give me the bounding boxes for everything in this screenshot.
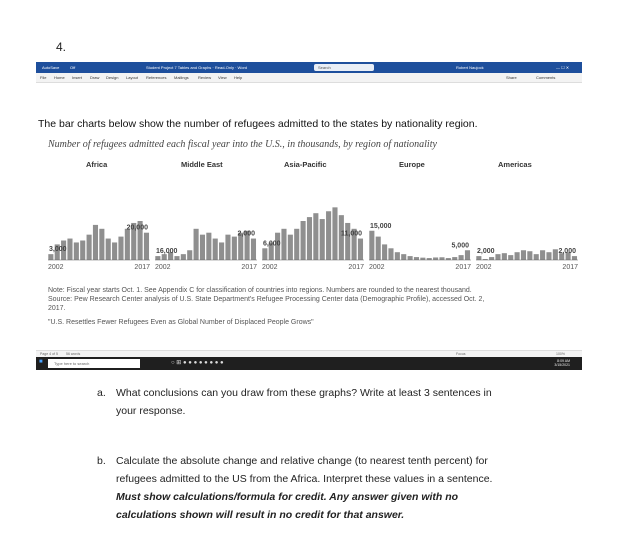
- tick-x_start-0: 2002: [48, 264, 64, 271]
- region-title-africa: Africa: [86, 160, 108, 169]
- data-label-2-0: 6,000: [263, 240, 281, 248]
- bar-americas-5: [508, 255, 513, 260]
- zoom-level[interactable]: 100%: [556, 352, 565, 356]
- tab-design[interactable]: Design: [106, 75, 119, 80]
- question-a-line2: your response.: [116, 405, 186, 417]
- tick-x_end-1: 2017: [241, 264, 257, 271]
- bar-europe-14: [459, 255, 464, 260]
- bar-europe-15: [465, 250, 470, 260]
- bar-asia-pacific-11: [332, 207, 337, 260]
- taskbar-search-input[interactable]: Type here to search: [48, 359, 140, 368]
- taskbar-clock: [554, 359, 570, 367]
- region-title-asia-pacific: Asia-Pacific: [284, 160, 327, 169]
- bar-asia-pacific-10: [326, 211, 331, 260]
- bar-middle-east-3: [174, 256, 179, 260]
- data-label-3-1: 5,000: [451, 242, 469, 250]
- taskbar-app-icons[interactable]: ○ ⊞ ● ● ● ● ● ● ● ●: [171, 360, 224, 366]
- page-count: Page 4 of 5: [40, 352, 58, 356]
- tab-file[interactable]: File: [40, 75, 47, 80]
- bar-americas-9: [534, 254, 539, 260]
- tab-references[interactable]: References: [146, 75, 167, 80]
- bar-middle-east-8: [206, 233, 211, 260]
- bar-americas-3: [495, 254, 500, 260]
- tick-x_end-3: 2017: [455, 264, 471, 271]
- bar-europe-7: [414, 257, 419, 260]
- chart-intro-text: The bar charts below show the number of refugees admitted to the states by nationality region.: [38, 118, 478, 130]
- windows-taskbar: [36, 357, 582, 370]
- question-b-label: b.: [97, 455, 106, 467]
- bar-africa-11: [118, 237, 123, 260]
- share-button[interactable]: Share: [506, 75, 517, 80]
- bar-africa-6: [87, 235, 92, 260]
- tab-insert[interactable]: Insert: [72, 75, 83, 80]
- tick-x_end-4: 2017: [562, 264, 578, 271]
- autosave-toggle[interactable]: Off: [70, 65, 76, 70]
- data-label-4-0: 2,000: [477, 248, 495, 256]
- bar-asia-pacific-6: [301, 221, 306, 260]
- region-title-americas: Americas: [498, 160, 532, 169]
- bar-africa-15: [144, 233, 149, 260]
- comments-button[interactable]: Comments: [536, 75, 556, 80]
- region-title-europe: Europe: [399, 160, 425, 169]
- bar-africa-10: [112, 242, 117, 260]
- bar-africa-9: [106, 239, 111, 260]
- data-label-3-0: 15,000: [370, 222, 392, 230]
- tick-x_start-4: 2002: [476, 264, 492, 271]
- question-b-line3: Must show calculations/formula for credit. Any answer given with no: [116, 491, 459, 503]
- bar-africa-8: [99, 229, 104, 260]
- clock-date: 3/15/2021: [554, 363, 570, 367]
- bar-middle-east-10: [219, 242, 224, 260]
- tick-x_start-2: 2002: [262, 264, 278, 271]
- tab-review[interactable]: Review: [198, 75, 212, 80]
- window-controls[interactable]: — ☐ ✕: [556, 65, 570, 70]
- bar-americas-0: [476, 256, 481, 260]
- word-title-bar: [36, 62, 582, 73]
- bar-asia-pacific-3: [281, 229, 286, 260]
- bar-europe-6: [408, 256, 413, 260]
- question-b-line1: Calculate the absolute change and relative change (to nearest tenth percent) for: [116, 455, 488, 467]
- bar-middle-east-11: [225, 235, 230, 260]
- bar-europe-0: [369, 231, 374, 260]
- bar-asia-pacific-5: [294, 229, 299, 260]
- word-count: 56 words: [66, 352, 81, 356]
- user-name[interactable]: Robert Naujock: [456, 65, 484, 70]
- question-b-line2: refugees admitted to the US from the Africa. Interpret these values in a sentence.: [116, 473, 493, 485]
- bar-europe-1: [376, 237, 381, 260]
- bar-asia-pacific-4: [288, 235, 293, 260]
- question-b-text: [116, 452, 492, 524]
- question-a-text: [116, 384, 492, 420]
- bar-europe-8: [420, 258, 425, 260]
- ribbon-tabs: [36, 73, 582, 83]
- bar-europe-2: [382, 244, 387, 260]
- tab-layout[interactable]: Layout: [126, 75, 139, 80]
- tick-x_start-1: 2002: [155, 264, 171, 271]
- tab-help[interactable]: Help: [234, 75, 243, 80]
- bar-asia-pacific-7: [307, 217, 312, 260]
- bar-europe-11: [439, 257, 444, 260]
- bar-asia-pacific-13: [345, 223, 350, 260]
- embedded-screenshot: [36, 62, 582, 370]
- bar-europe-3: [388, 248, 393, 260]
- tab-mailings[interactable]: Mailings: [174, 75, 189, 80]
- data-label-2-1: 11,000: [340, 230, 362, 238]
- data-label-1-0: 16,000: [156, 248, 178, 256]
- bar-africa-4: [74, 242, 79, 260]
- question-a-line1: What conclusions can you draw from these graphs? Write at least 3 sentences in: [116, 387, 492, 399]
- question-b-line4: calculations shown will result in no credit for that answer.: [116, 509, 405, 521]
- data-label-0-0: 3,000: [49, 246, 67, 254]
- document-title: Student Project 7 Tables and Graphs · Read-Only · Word: [146, 65, 248, 70]
- bar-americas-10: [540, 250, 545, 260]
- bar-asia-pacific-15: [358, 239, 363, 260]
- bar-americas-11: [546, 252, 551, 260]
- bar-americas-15: [572, 256, 577, 260]
- bar-middle-east-0: [155, 256, 160, 260]
- chart-caption: "U.S. Resettles Fewer Refugees Even as Global Number of Displaced People Grows": [48, 319, 314, 326]
- tab-home[interactable]: Home: [54, 75, 65, 80]
- refugee-bar-charts: [44, 180, 578, 282]
- search-input[interactable]: Search: [314, 64, 374, 71]
- bar-middle-east-12: [232, 237, 237, 260]
- bar-africa-5: [80, 241, 85, 261]
- tick-x_end-0: 2017: [134, 264, 150, 271]
- bar-middle-east-4: [181, 254, 186, 260]
- bar-middle-east-5: [187, 250, 192, 260]
- region-title-middle-east: Middle East: [181, 160, 223, 169]
- bar-americas-8: [527, 251, 532, 260]
- bar-africa-12: [125, 229, 130, 260]
- tab-draw[interactable]: Draw: [90, 75, 100, 80]
- bar-americas-7: [521, 250, 526, 260]
- bar-middle-east-15: [251, 239, 256, 260]
- bar-africa-3: [67, 239, 72, 260]
- chart-note: Note: Fiscal year starts Oct. 1. See Appendix C for classification of countries into regions. Numbers are rounded to the nearest thousand.: [48, 287, 472, 294]
- bar-asia-pacific-8: [313, 213, 318, 260]
- bar-americas-2: [489, 257, 494, 260]
- bar-europe-10: [433, 257, 438, 260]
- bar-europe-13: [452, 257, 457, 260]
- focus-button[interactable]: Focus: [456, 352, 466, 356]
- data-label-0-1: 20,000: [126, 224, 148, 232]
- data-label-4-1: 2,000: [558, 248, 576, 256]
- bar-asia-pacific-12: [339, 215, 344, 260]
- tick-x_start-3: 2002: [369, 264, 385, 271]
- bar-americas-4: [502, 253, 507, 260]
- data-label-1-1: 2,000: [237, 230, 255, 238]
- bar-asia-pacific-0: [262, 248, 267, 260]
- question-number: 4.: [56, 40, 67, 54]
- autosave-label: AutoSave: [42, 65, 60, 70]
- tab-view[interactable]: View: [218, 75, 227, 80]
- chart-source: Source: Pew Research Center analysis of U.S. State Department's Refugee Processing Center data (Demographic Profile), accessed Oct. 2,: [48, 296, 485, 303]
- bar-americas-12: [553, 249, 558, 260]
- bar-africa-7: [93, 225, 98, 260]
- bar-middle-east-6: [194, 229, 199, 260]
- windows-start-icon[interactable]: ■: [39, 359, 43, 365]
- tick-x_end-2: 2017: [348, 264, 364, 271]
- bar-africa-0: [48, 254, 53, 260]
- bar-middle-east-7: [200, 235, 205, 260]
- bar-middle-east-9: [213, 239, 218, 260]
- bar-asia-pacific-9: [320, 219, 325, 260]
- bar-europe-4: [395, 252, 400, 260]
- clock-time: 8:09 AM: [557, 359, 570, 363]
- question-a-label: a.: [97, 387, 106, 399]
- bar-americas-6: [515, 252, 520, 260]
- chart-source-year: 2017.: [48, 305, 66, 312]
- bar-europe-5: [401, 254, 406, 260]
- chart-subtitle: Number of refugees admitted each fiscal year into the U.S., in thousands, by region of nationality: [48, 139, 437, 150]
